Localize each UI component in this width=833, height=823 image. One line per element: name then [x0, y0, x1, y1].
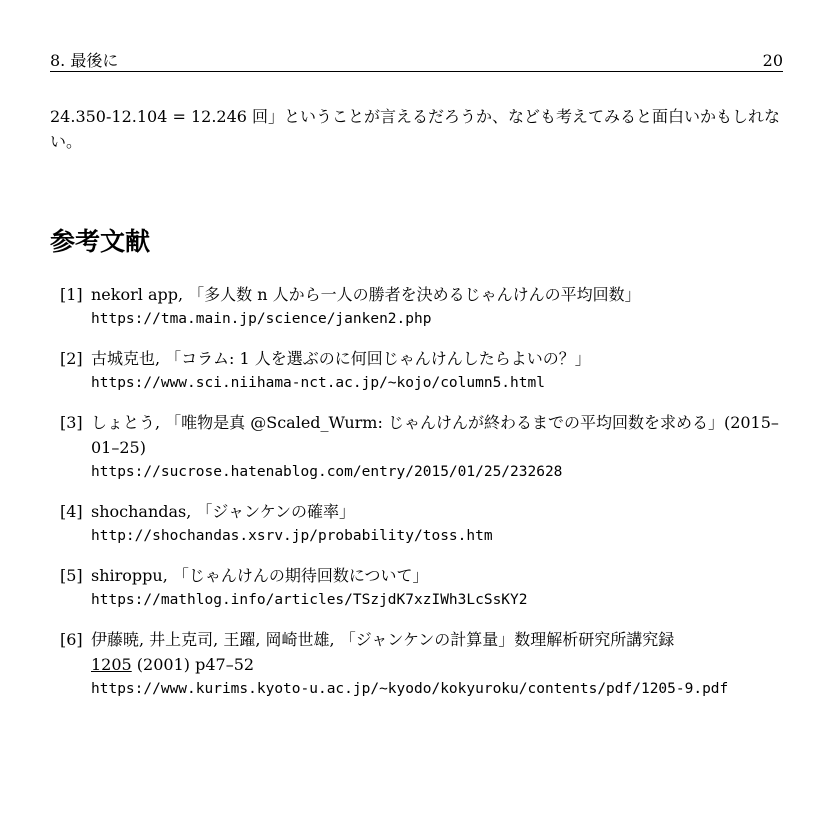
reference-item — [0, 346, 833, 396]
reference-text: しょとう, 「唯物是真 @Scaled_Wurm: じゃんけんが終わるまでの平均回数を求める」(2015–01–25) — [91, 413, 779, 457]
references-title: 参考文献 — [50, 227, 151, 256]
page-number: 20 — [762, 51, 783, 70]
reference-number: [1] — [60, 285, 83, 304]
reference-url[interactable]: https://www.kurims.kyoto-u.ac.jp/~kyodo/kokyuroku/contents/pdf/1205-9.pdf — [91, 681, 729, 697]
reference-number: [3] — [60, 413, 83, 432]
reference-details — [91, 652, 791, 677]
reference-number: [4] — [60, 502, 83, 521]
reference-url[interactable]: http://shochandas.xsrv.jp/probability/toss.htm — [91, 528, 493, 544]
reference-item — [0, 499, 833, 549]
reference-number: [6] — [60, 630, 83, 649]
reference-item — [0, 563, 833, 613]
reference-item — [0, 282, 833, 332]
reference-text: 古城克也, 「コラム: 1 人を選ぶのに何回じゃんけんしたらよいの？」 — [91, 349, 591, 368]
reference-number: [5] — [60, 566, 83, 585]
reference-item — [0, 410, 833, 485]
reference-item — [0, 627, 833, 702]
reference-text: 伊藤暁, 井上克司, 王躍, 岡崎世雄, 「ジャンケンの計算量」数理解析研究所講究録 — [91, 630, 675, 649]
reference-volume-link[interactable]: 1205 — [91, 655, 132, 674]
reference-text: nekorl app, 「多人数 n 人から一人の勝者を決めるじゃんけんの平均回数」 — [91, 285, 641, 304]
reference-url[interactable]: https://www.sci.niihama-nct.ac.jp/~kojo/column5.html — [91, 375, 545, 391]
reference-number: [2] — [60, 349, 83, 368]
reference-text: shochandas, 「ジャンケンの確率」 — [91, 502, 355, 521]
reference-url[interactable]: https://mathlog.info/articles/TSzjdK7xzIWh3LcSsKY2 — [91, 592, 528, 608]
section-heading: 8. 最後に — [50, 51, 119, 70]
body-paragraph: 24.350-12.104 = 12.246 回」ということが言えるだろうか、なども考えてみると面白いかもしれない。 — [50, 107, 781, 151]
reference-list — [0, 282, 833, 716]
reference-url[interactable]: https://tma.main.jp/science/janken2.php — [91, 311, 432, 327]
page-header — [50, 51, 783, 72]
reference-url[interactable]: https://sucrose.hatenablog.com/entry/2015/01/25/232628 — [91, 464, 563, 480]
reference-pages: (2001) p47–52 — [131, 655, 255, 674]
reference-text: shiroppu, 「じゃんけんの期待回数について」 — [91, 566, 429, 585]
